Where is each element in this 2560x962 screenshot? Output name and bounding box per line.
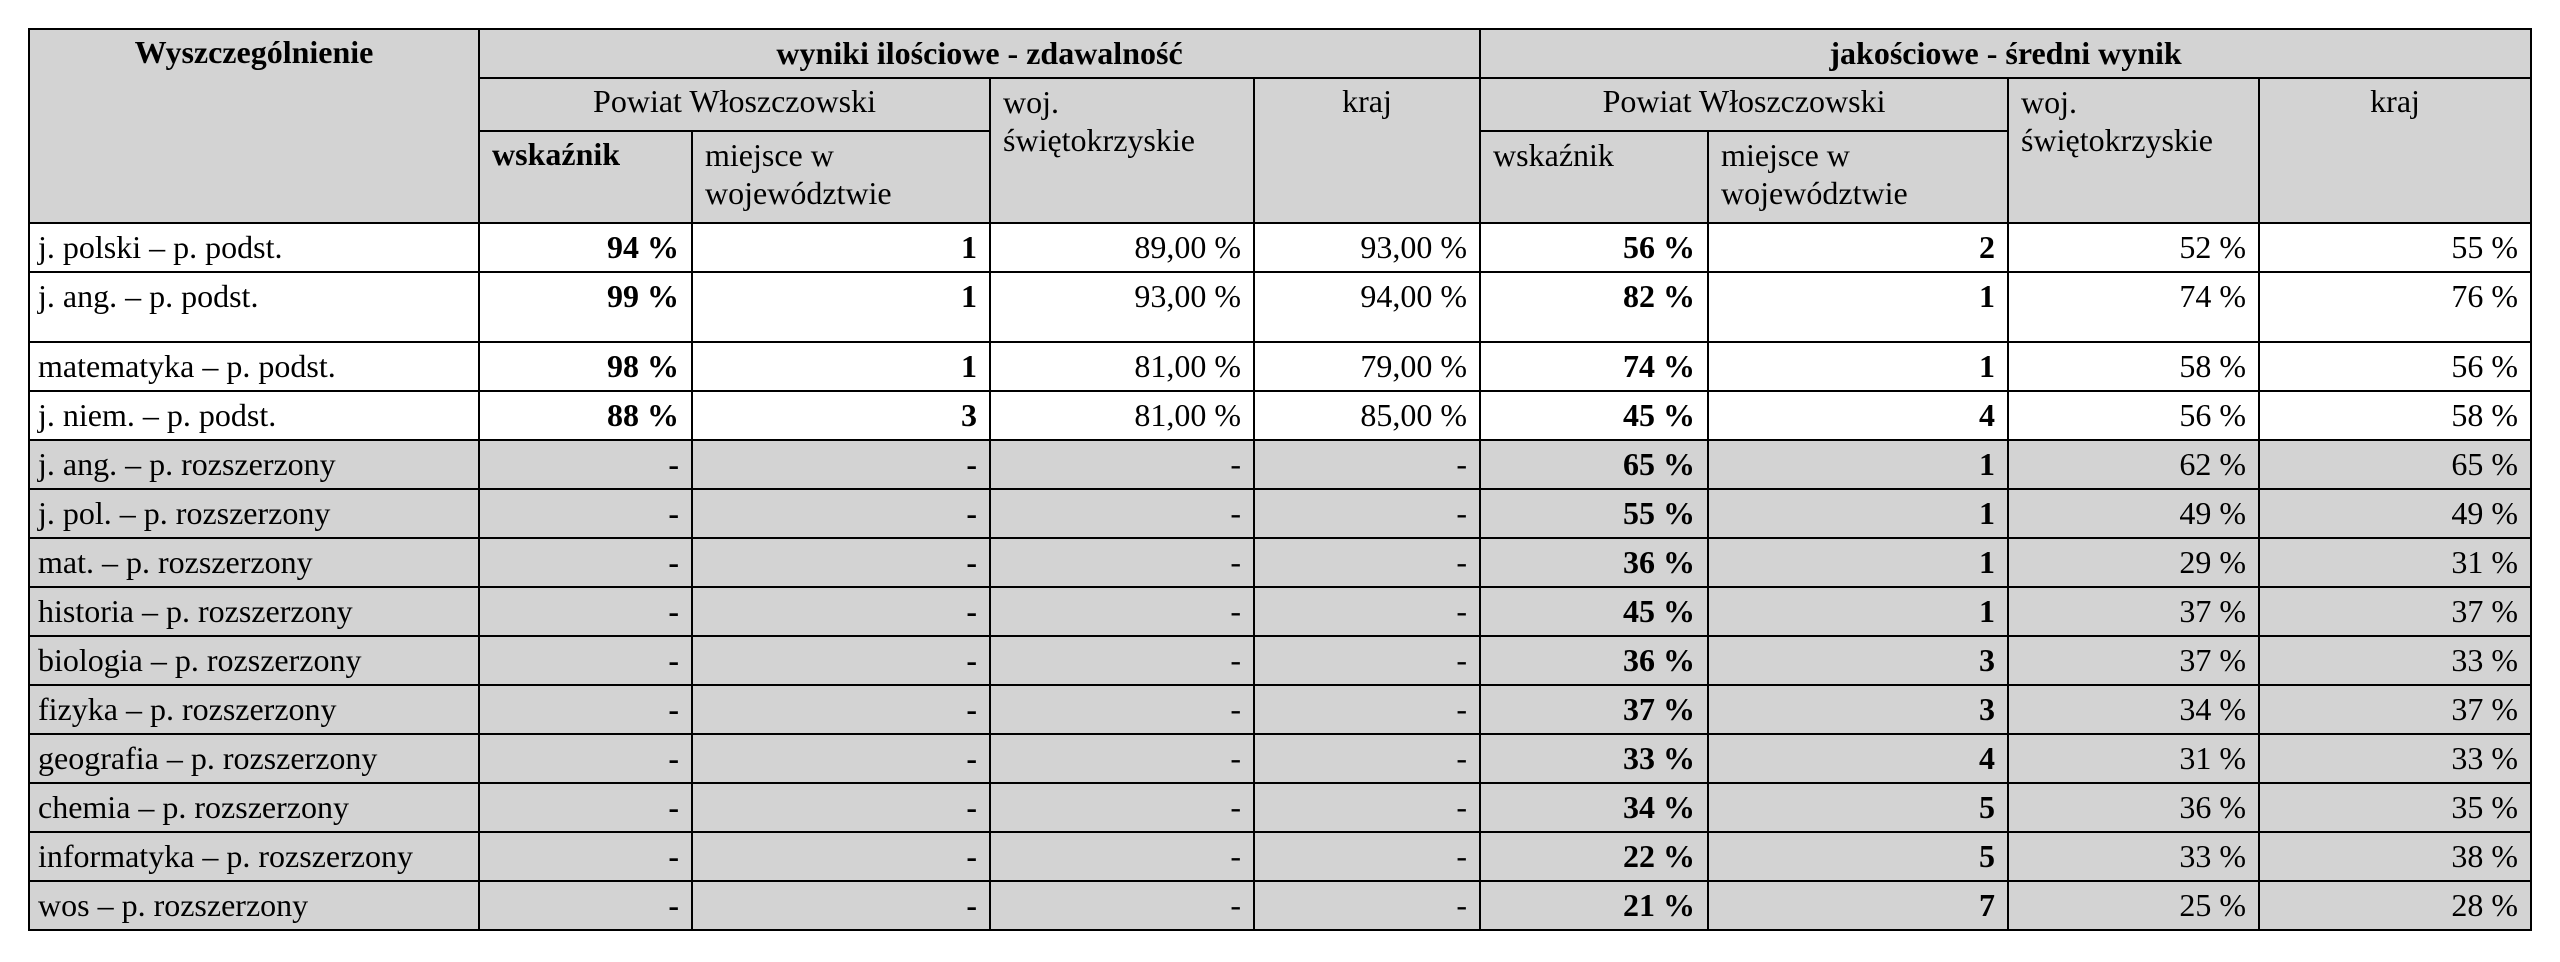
header-group-qualitative: jakościowe - średni wynik [1480,29,2531,78]
cell-quant-miejsce: - [692,734,990,783]
cell-qual-woj: 74 % [2008,272,2259,342]
cell-quant-miejsce: - [692,538,990,587]
cell-qual-miejsce: 5 [1708,832,2008,881]
cell-quant-woj: - [990,881,1254,930]
table-row [29,636,2531,685]
cell-qual-miejsce: 2 [1708,223,2008,272]
cell-quant-wskaznik: - [479,832,692,881]
cell-qual-woj: 31 % [2008,734,2259,783]
cell-qual-wskaznik: 37 % [1480,685,1708,734]
cell-quant-miejsce: - [692,489,990,538]
header-woj-qual: woj. świętokrzyskie [2008,78,2259,223]
cell-qual-kraj: 56 % [2259,342,2531,391]
cell-qual-miejsce: 1 [1708,538,2008,587]
cell-qual-kraj: 38 % [2259,832,2531,881]
header-kraj-qual: kraj [2259,78,2531,223]
cell-qual-miejsce: 4 [1708,391,2008,440]
cell-qual-woj: 37 % [2008,587,2259,636]
header-group-quantitative: wyniki ilościowe - zdawalność [479,29,1480,78]
cell-quant-kraj: - [1254,538,1480,587]
cell-label: biologia – p. rozszerzony [29,636,479,685]
cell-qual-wskaznik: 34 % [1480,783,1708,832]
cell-qual-woj: 36 % [2008,783,2259,832]
cell-quant-woj: - [990,734,1254,783]
cell-qual-miejsce: 1 [1708,587,2008,636]
cell-qual-kraj: 58 % [2259,391,2531,440]
header-wyszczegolnienie: Wyszczególnienie [29,29,479,223]
cell-qual-wskaznik: 36 % [1480,636,1708,685]
cell-qual-kraj: 33 % [2259,636,2531,685]
cell-qual-kraj: 31 % [2259,538,2531,587]
cell-qual-miejsce: 1 [1708,272,2008,342]
cell-quant-woj: - [990,636,1254,685]
cell-qual-woj: 25 % [2008,881,2259,930]
cell-quant-kraj: 79,00 % [1254,342,1480,391]
cell-quant-miejsce: - [692,685,990,734]
cell-qual-kraj: 35 % [2259,783,2531,832]
cell-qual-kraj: 37 % [2259,587,2531,636]
cell-label: j. ang. – p. podst. [29,272,479,342]
cell-quant-miejsce: - [692,636,990,685]
table-row [29,272,2531,342]
table-row [29,734,2531,783]
table-row [29,223,2531,272]
cell-label: j. polski – p. podst. [29,223,479,272]
results-table [28,28,2532,931]
cell-quant-woj: - [990,685,1254,734]
cell-qual-wskaznik: 33 % [1480,734,1708,783]
cell-label: matematyka – p. podst. [29,342,479,391]
cell-quant-wskaznik: - [479,685,692,734]
cell-label: j. niem. – p. podst. [29,391,479,440]
cell-quant-wskaznik: - [479,587,692,636]
cell-quant-woj: - [990,587,1254,636]
cell-qual-wskaznik: 55 % [1480,489,1708,538]
cell-label: j. ang. – p. rozszerzony [29,440,479,489]
cell-quant-miejsce: - [692,881,990,930]
table-row [29,881,2531,930]
table-row [29,783,2531,832]
cell-quant-woj: - [990,440,1254,489]
cell-quant-woj: 89,00 % [990,223,1254,272]
cell-qual-woj: 49 % [2008,489,2259,538]
table-row [29,342,2531,391]
cell-quant-miejsce: - [692,440,990,489]
cell-qual-kraj: 33 % [2259,734,2531,783]
header-miejsce-qual: miejsce w województwie [1708,131,2008,223]
cell-quant-woj: - [990,538,1254,587]
cell-quant-woj: - [990,489,1254,538]
header-wskaznik-quant: wskaźnik [479,131,692,223]
cell-qual-woj: 33 % [2008,832,2259,881]
cell-qual-kraj: 55 % [2259,223,2531,272]
cell-label: chemia – p. rozszerzony [29,783,479,832]
cell-quant-wskaznik: - [479,783,692,832]
cell-qual-wskaznik: 65 % [1480,440,1708,489]
cell-quant-miejsce: 3 [692,391,990,440]
cell-qual-kraj: 65 % [2259,440,2531,489]
cell-quant-wskaznik: - [479,881,692,930]
cell-quant-kraj: - [1254,881,1480,930]
cell-label: wos – p. rozszerzony [29,881,479,930]
cell-quant-kraj: - [1254,440,1480,489]
cell-qual-kraj: 37 % [2259,685,2531,734]
cell-qual-wskaznik: 56 % [1480,223,1708,272]
cell-quant-miejsce: 1 [692,223,990,272]
header-miejsce-quant: miejsce w województwie [692,131,990,223]
cell-quant-miejsce: 1 [692,272,990,342]
cell-quant-wskaznik: 99 % [479,272,692,342]
header-powiat-qual: Powiat Włoszczowski [1480,78,2008,131]
cell-qual-kraj: 28 % [2259,881,2531,930]
cell-quant-kraj: - [1254,685,1480,734]
cell-label: geografia – p. rozszerzony [29,734,479,783]
cell-quant-kraj: - [1254,832,1480,881]
cell-quant-kraj: 85,00 % [1254,391,1480,440]
cell-qual-wskaznik: 74 % [1480,342,1708,391]
cell-qual-woj: 58 % [2008,342,2259,391]
cell-quant-wskaznik: - [479,440,692,489]
cell-qual-kraj: 76 % [2259,272,2531,342]
cell-qual-miejsce: 7 [1708,881,2008,930]
cell-quant-wskaznik: - [479,538,692,587]
cell-quant-woj: 81,00 % [990,342,1254,391]
table-row [29,440,2531,489]
cell-quant-woj: 81,00 % [990,391,1254,440]
cell-qual-wskaznik: 45 % [1480,587,1708,636]
cell-qual-miejsce: 5 [1708,783,2008,832]
cell-label: fizyka – p. rozszerzony [29,685,479,734]
cell-quant-kraj: - [1254,489,1480,538]
cell-quant-wskaznik: - [479,734,692,783]
table-row [29,587,2531,636]
cell-qual-miejsce: 1 [1708,440,2008,489]
cell-qual-woj: 37 % [2008,636,2259,685]
cell-label: j. pol. – p. rozszerzony [29,489,479,538]
cell-label: historia – p. rozszerzony [29,587,479,636]
cell-qual-wskaznik: 36 % [1480,538,1708,587]
cell-quant-woj: 93,00 % [990,272,1254,342]
cell-qual-wskaznik: 45 % [1480,391,1708,440]
table-row [29,489,2531,538]
cell-quant-wskaznik: 98 % [479,342,692,391]
cell-qual-woj: 52 % [2008,223,2259,272]
cell-qual-miejsce: 3 [1708,636,2008,685]
table-row [29,685,2531,734]
header-powiat-quant: Powiat Włoszczowski [479,78,990,131]
cell-quant-miejsce: - [692,832,990,881]
header-wskaznik-qual: wskaźnik [1480,131,1708,223]
cell-qual-miejsce: 3 [1708,685,2008,734]
table-row [29,832,2531,881]
cell-label: mat. – p. rozszerzony [29,538,479,587]
table-body [29,223,2531,930]
cell-quant-miejsce: - [692,783,990,832]
cell-quant-wskaznik: - [479,636,692,685]
cell-quant-woj: - [990,783,1254,832]
cell-qual-wskaznik: 22 % [1480,832,1708,881]
cell-qual-woj: 62 % [2008,440,2259,489]
cell-label: informatyka – p. rozszerzony [29,832,479,881]
cell-quant-wskaznik: 94 % [479,223,692,272]
cell-quant-kraj: - [1254,636,1480,685]
cell-quant-kraj: - [1254,587,1480,636]
cell-qual-woj: 34 % [2008,685,2259,734]
cell-qual-wskaznik: 82 % [1480,272,1708,342]
table-row [29,391,2531,440]
cell-quant-wskaznik: - [479,489,692,538]
cell-qual-miejsce: 1 [1708,342,2008,391]
cell-quant-kraj: 94,00 % [1254,272,1480,342]
cell-qual-kraj: 49 % [2259,489,2531,538]
cell-qual-miejsce: 1 [1708,489,2008,538]
table-row [29,538,2531,587]
header-kraj-quant: kraj [1254,78,1480,223]
cell-qual-miejsce: 4 [1708,734,2008,783]
cell-quant-miejsce: 1 [692,342,990,391]
cell-quant-miejsce: - [692,587,990,636]
cell-quant-kraj: 93,00 % [1254,223,1480,272]
cell-quant-kraj: - [1254,783,1480,832]
cell-quant-kraj: - [1254,734,1480,783]
cell-qual-wskaznik: 21 % [1480,881,1708,930]
cell-quant-woj: - [990,832,1254,881]
header-woj-quant: woj. świętokrzyskie [990,78,1254,223]
cell-quant-wskaznik: 88 % [479,391,692,440]
cell-qual-woj: 56 % [2008,391,2259,440]
cell-qual-woj: 29 % [2008,538,2259,587]
